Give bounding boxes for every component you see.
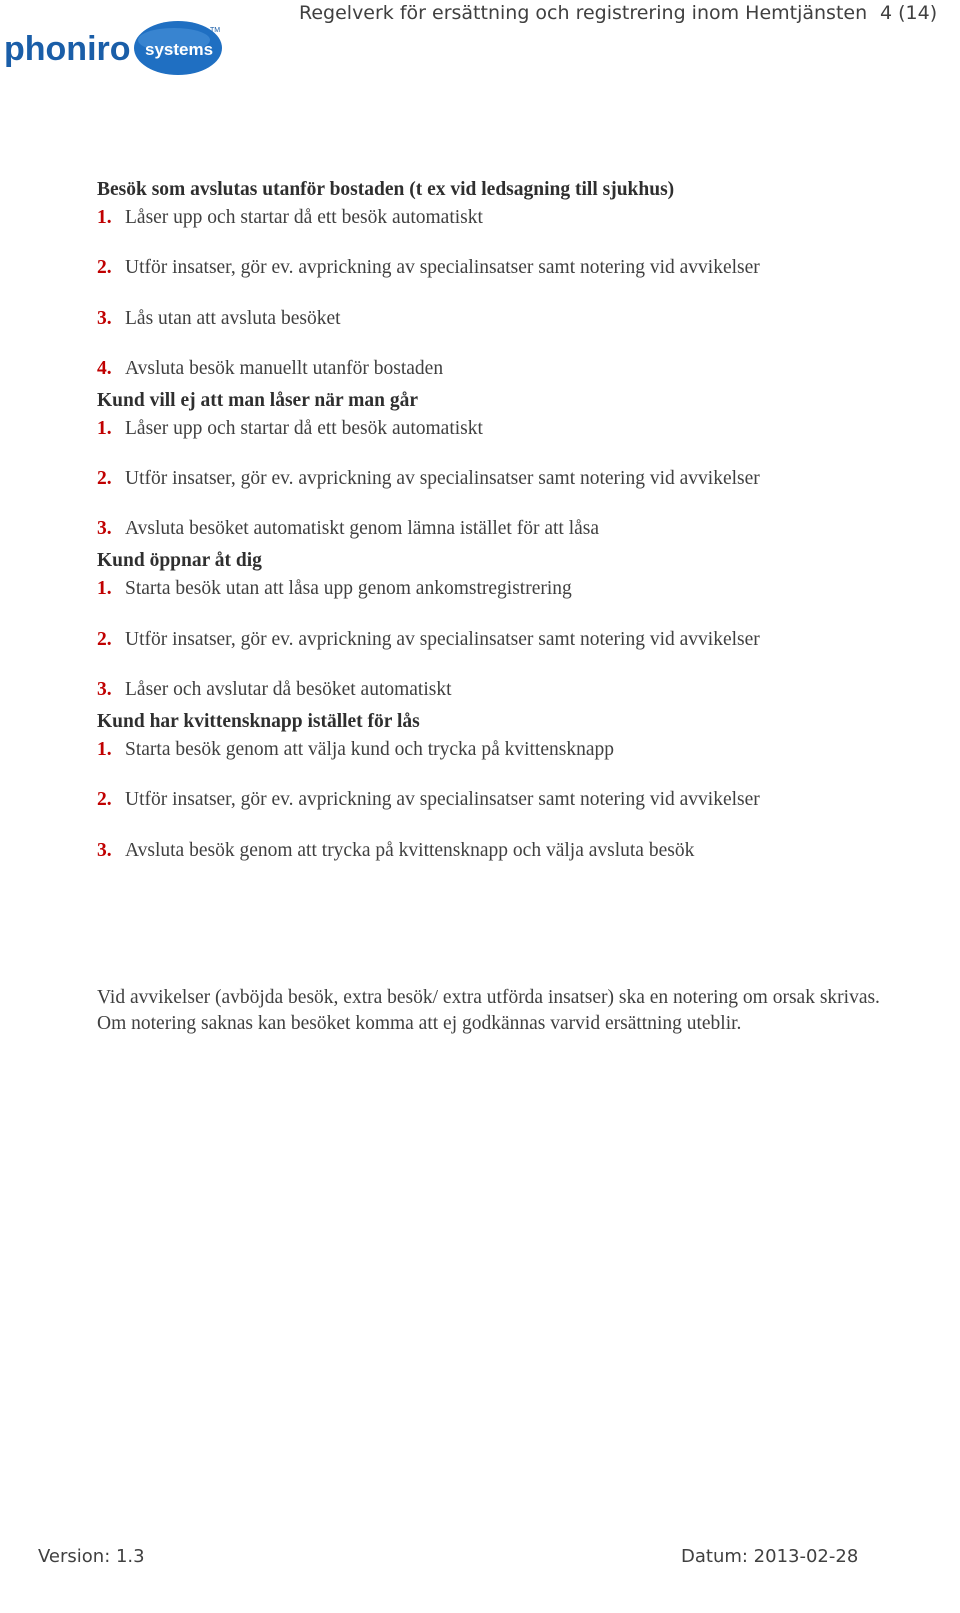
section-heading: Kund har kvittensknapp istället för lås	[97, 711, 420, 733]
phoniro-logo	[4, 18, 226, 80]
list-item	[97, 516, 917, 546]
list-item	[97, 416, 917, 466]
step-text: Avsluta besök manuellt utanför bostaden	[125, 357, 444, 379]
list-item	[97, 737, 917, 787]
step-number: 3.	[97, 518, 112, 540]
step-text: Avsluta besöket automatiskt genom lämna istället för att låsa	[125, 518, 600, 540]
step-text: Utför insatser, gör ev. avprickning av specialinsatser samt notering vid avvikelser	[125, 789, 760, 811]
step-number: 2.	[97, 789, 112, 811]
step-text: Avsluta besök genom att trycka på kvittensknapp och välja avsluta besök	[125, 839, 695, 861]
list-item	[97, 787, 917, 837]
step-text: Starta besök genom att välja kund och trycka på kvittensknapp	[125, 739, 614, 761]
step-number: 4.	[97, 357, 112, 379]
step-text: Utför insatser, gör ev. avprickning av specialinsatser samt notering vid avvikelser	[125, 257, 760, 279]
document-body	[97, 175, 917, 868]
step-number: 2.	[97, 257, 112, 279]
section-receipt-button	[97, 707, 917, 868]
logo-wordmark: phoniro	[4, 30, 131, 68]
step-text: Starta besök utan att låsa upp genom ankomstregistrering	[125, 578, 572, 600]
list-item	[97, 205, 917, 255]
footer-date: Datum: 2013-02-28	[681, 1546, 859, 1567]
step-text: Låser upp och startar då ett besök automatiskt	[125, 207, 483, 228]
section-customer-opens	[97, 546, 917, 707]
page-number: 4 (14)	[880, 2, 938, 24]
step-text: Utför insatser, gör ev. avprickning av specialinsatser samt notering vid avvikelser	[125, 468, 760, 490]
section-outside-home	[97, 175, 917, 386]
step-number: 1.	[97, 739, 112, 761]
step-number: 1.	[97, 578, 112, 600]
list-item	[97, 306, 917, 356]
list-item	[97, 627, 917, 677]
step-text: Lås utan att avsluta besöket	[125, 307, 341, 329]
step-text: Utför insatser, gör ev. avprickning av specialinsatser samt notering vid avvikelser	[125, 628, 760, 650]
step-text: Låser upp och startar då ett besök automatiskt	[125, 417, 483, 439]
section-heading: Kund vill ej att man låser när man går	[97, 389, 419, 411]
deviation-note: Vid avvikelser (avböjda besök, extra besök/ extra utförda insatser) ska en notering om orsak skrivas. Om notering saknas kan besöket komma att ej godkännas varvid ersättning uteblir.	[97, 987, 880, 1034]
step-number: 3.	[97, 839, 112, 861]
step-text: Låser och avslutar då besöket automatiskt	[125, 679, 452, 701]
step-number: 2.	[97, 468, 112, 490]
list-item	[97, 576, 917, 626]
list-item	[97, 356, 917, 386]
section-heading: Besök som avslutas utanför bostaden (t ex vid ledsagning till sjukhus)	[97, 179, 675, 200]
logo-trademark: TM	[210, 27, 221, 34]
document-title: Regelverk för ersättning och registrering inom Hemtjänsten	[299, 2, 868, 24]
list-item	[97, 677, 917, 707]
list-item	[97, 255, 917, 305]
page-header	[0, 0, 960, 90]
logo-badge: systems	[145, 40, 214, 59]
section-no-lock	[97, 386, 917, 547]
step-number: 2.	[97, 628, 112, 650]
section-heading: Kund öppnar åt dig	[97, 550, 262, 572]
list-item	[97, 466, 917, 516]
step-number: 3.	[97, 307, 112, 329]
step-number: 3.	[97, 679, 112, 701]
list-item	[97, 838, 917, 868]
footer-version: Version: 1.3	[38, 1546, 145, 1567]
step-number: 1.	[97, 207, 112, 228]
step-number: 1.	[97, 417, 112, 439]
